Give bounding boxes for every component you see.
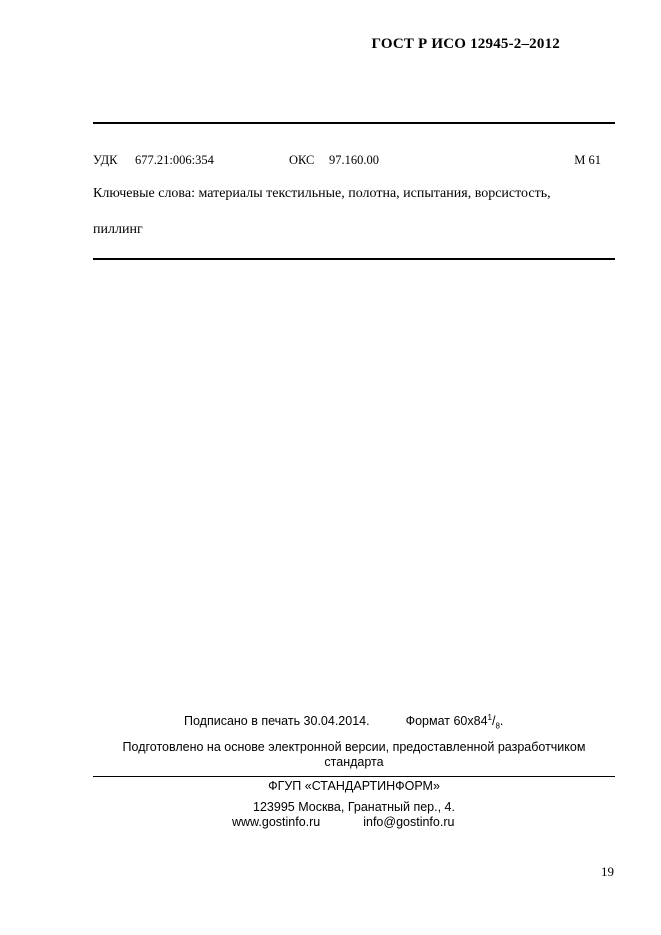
email-link[interactable]: info@gostinfo.ru [363, 815, 455, 829]
imprint-signed-row [184, 713, 503, 731]
signed-date: Подписано в печать 30.04.2014. [184, 714, 370, 729]
prepared-line-1: Подготовлено на основе электронной версии, предоставленной разработчиком [122, 740, 586, 754]
format-slash: / [491, 714, 496, 729]
page-number: 19 [601, 864, 614, 879]
publisher-name: ФГУП «СТАНДАРТИНФОРМ» [268, 779, 440, 793]
paper-format [405, 713, 504, 731]
prepared-line-2: стандарта [324, 755, 384, 769]
standard-code: ГОСТ Р ИСО 12945-2–2012 [371, 36, 560, 52]
bottom-rule [93, 776, 615, 777]
udk-value: 677.21:006:354 [135, 153, 214, 167]
keywords-line-1: Ключевые слова: материалы текстильные, полотна, испытания, ворсистость, [93, 186, 551, 201]
top-rule [93, 122, 615, 124]
keywords-line-2: пиллинг [93, 222, 143, 237]
format-prefix: Формат 60x84 [405, 714, 488, 729]
format-sub: 8 [495, 721, 500, 731]
m-code: М 61 [574, 153, 601, 167]
middle-rule [93, 258, 615, 260]
oks-label: ОКС [289, 153, 315, 167]
publisher-contacts [232, 815, 454, 829]
format-suffix: . [499, 714, 504, 729]
publisher-address: 123995 Москва, Гранатный пер., 4. [253, 800, 455, 814]
oks-value: 97.160.00 [329, 153, 379, 167]
format-sup: 1 [487, 713, 492, 722]
udk-label: УДК [93, 153, 118, 167]
website-link[interactable]: www.gostinfo.ru [232, 815, 321, 829]
